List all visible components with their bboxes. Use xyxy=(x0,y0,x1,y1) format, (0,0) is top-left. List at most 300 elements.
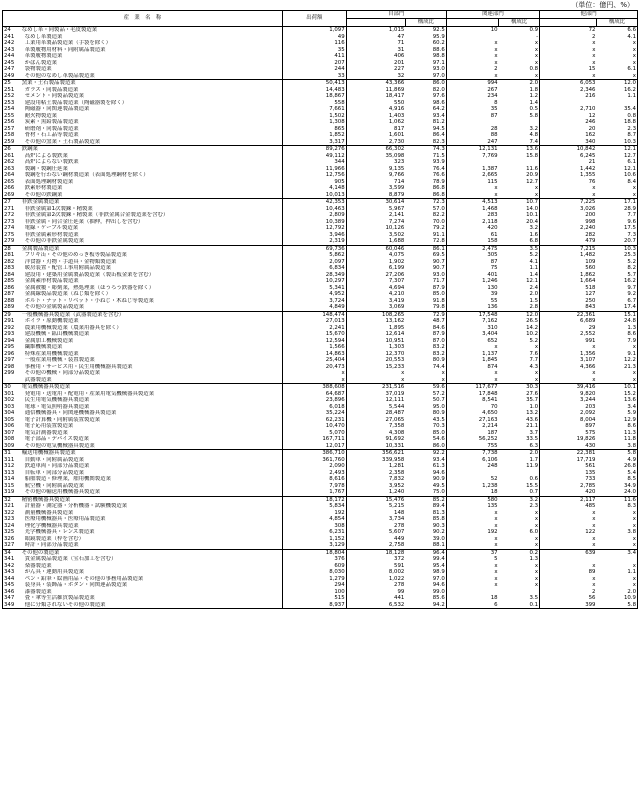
row-name: 特殊産業用機械製造業 xyxy=(21,351,283,358)
row-value: 74.3 xyxy=(405,146,446,153)
row-value: 9.2 xyxy=(596,291,637,298)
row-code: 284 xyxy=(3,272,21,279)
row-value: 14.2 xyxy=(499,325,540,332)
row-value: 2.0 xyxy=(499,80,540,87)
row-value: 148 xyxy=(394,509,405,516)
row-value: x xyxy=(401,370,405,376)
row-value: 80.9 xyxy=(405,410,446,417)
row-name: 骨材・石工品等製造業 xyxy=(21,132,283,139)
row-value: 356,621 xyxy=(346,450,405,457)
row-value: 8,541 xyxy=(482,397,498,403)
row-value: 1.1 xyxy=(596,569,637,576)
row-value: 130 xyxy=(487,284,498,291)
row-value: 9.1 xyxy=(596,351,637,358)
row-value: 18,867 xyxy=(282,93,346,100)
row-name: 建設用粘土製品製造業（陶磁器製を除く） xyxy=(21,100,283,107)
row-value: 115 xyxy=(487,178,498,185)
row-value: 20 xyxy=(588,125,596,132)
row-value: x xyxy=(596,185,637,192)
row-code: 294 xyxy=(3,338,21,345)
row-value: 2,493 xyxy=(282,470,346,477)
row-value: x xyxy=(592,582,596,588)
row-value: 100 xyxy=(282,589,346,596)
row-value: 3,734 xyxy=(388,516,405,522)
row-value: 12,370 xyxy=(385,350,405,357)
row-value: 78.9 xyxy=(405,179,446,186)
row-value: 1.6 xyxy=(499,232,540,239)
row-code: 241 xyxy=(3,34,21,41)
row-value: 158 xyxy=(487,238,498,244)
row-value: x xyxy=(596,582,637,589)
row-value: x xyxy=(499,569,540,576)
row-value: 323 xyxy=(394,159,405,165)
row-value: 449 xyxy=(394,535,405,542)
own-header: 自部門 xyxy=(346,11,446,19)
row-value: 92.5 xyxy=(405,27,446,34)
row-value: 1.7 xyxy=(499,457,540,464)
row-value: 85.6 xyxy=(405,595,446,602)
row-code: 304 xyxy=(3,410,21,417)
row-code: 311 xyxy=(3,457,21,464)
row-value: 11.6 xyxy=(499,166,540,173)
row-value: 1,279 xyxy=(282,576,346,583)
row-value: 86.0 xyxy=(405,443,446,450)
row-code: 295 xyxy=(3,344,21,351)
row-value: x xyxy=(592,522,596,529)
row-value: 15,476 xyxy=(346,496,405,503)
row-code: 252 xyxy=(3,93,21,100)
row-value: 79.2 xyxy=(405,225,446,232)
row-value: 69.5 xyxy=(405,252,446,259)
row-name: その他の金属製品製造業 xyxy=(21,304,283,311)
row-value: 4,650 xyxy=(482,410,498,416)
row-value: 1.2 xyxy=(499,93,540,100)
row-value: 1.1 xyxy=(596,93,637,100)
row-name: その他のなめし革製品製造業 xyxy=(21,73,283,80)
row-name: 事務用・サービス用・民生用機械器具製造業 xyxy=(21,364,283,371)
row-value: 8.4 xyxy=(596,179,637,186)
row-code: 297 xyxy=(3,357,21,364)
row-value: 13.6 xyxy=(596,397,637,404)
row-code: 288 xyxy=(3,298,21,305)
row-value: x xyxy=(596,73,637,80)
row-value: 89,276 xyxy=(282,146,346,153)
table-row xyxy=(3,311,638,318)
row-value: 135 xyxy=(585,469,596,476)
row-value: 95.0 xyxy=(405,404,446,411)
table-row xyxy=(3,450,638,457)
row-value: 7,738 xyxy=(446,450,498,457)
row-value: 1,601 xyxy=(388,132,405,138)
row-code: 263 xyxy=(3,166,21,173)
row-value: 75 xyxy=(490,265,498,271)
row-name: 時計・同部分品製造業 xyxy=(21,542,283,549)
row-value: 71.7 xyxy=(405,278,446,285)
row-value: 87 xyxy=(490,112,498,119)
row-code: 264 xyxy=(3,172,21,179)
row-name: 繊維機械製造業 xyxy=(21,344,283,351)
row-value: 43,366 xyxy=(346,80,405,87)
row-name: ペン・鉛筆・絵画用品・その他の事務用品製造業 xyxy=(21,576,283,583)
row-code: 308 xyxy=(3,436,21,443)
row-value: 97.1 xyxy=(405,60,446,67)
row-code: 314 xyxy=(3,476,21,483)
row-value: 12,131 xyxy=(446,146,498,153)
row-value: 86.1 xyxy=(405,245,446,252)
row-value: 30,614 xyxy=(346,199,405,206)
row-value: 5.8 xyxy=(596,450,637,457)
row-value: 7,274 xyxy=(388,218,405,225)
row-code: 324 xyxy=(3,523,21,530)
table-row xyxy=(3,80,638,87)
row-code: 296 xyxy=(3,351,21,358)
row-name: 表面処理鋼材製造業 xyxy=(21,179,283,186)
row-value: 20.7 xyxy=(596,238,637,245)
row-name: 電気計測器製造業 xyxy=(21,430,283,437)
row-value: 4.1 xyxy=(596,34,637,41)
row-value: x xyxy=(592,72,596,79)
row-value: 55 xyxy=(490,297,498,304)
row-value: 192 xyxy=(282,510,346,517)
own-share-header: 構成比 xyxy=(405,19,446,27)
row-value: 148,474 xyxy=(282,311,346,318)
table-row xyxy=(3,146,638,153)
row-value: 817 xyxy=(394,125,405,132)
row-value: 10.9 xyxy=(596,595,637,602)
row-value: 75.0 xyxy=(405,489,446,496)
row-name: 測量機械器具製造業 xyxy=(21,510,283,517)
row-value: 8.2 xyxy=(596,265,637,272)
row-value: 10 xyxy=(446,27,498,34)
table-row xyxy=(3,542,638,549)
row-value: 52 xyxy=(490,476,498,482)
row-value: 10,297 xyxy=(282,278,346,285)
row-value: 71.5 xyxy=(405,153,446,160)
row-value: x xyxy=(592,535,596,542)
row-value: 3.7 xyxy=(499,430,540,437)
row-value: 17,719 xyxy=(576,456,596,463)
row-value: 6,053 xyxy=(540,80,597,87)
row-value: 3,069 xyxy=(388,304,405,310)
row-value: 12.1 xyxy=(596,146,637,153)
row-name: 炭素・黒鉛製品製造業 xyxy=(21,119,283,126)
row-value: 7,832 xyxy=(388,476,405,482)
row-code: 289 xyxy=(3,304,21,311)
row-value: 49.5 xyxy=(405,483,446,490)
row-code: 242 xyxy=(3,40,21,47)
row-name: 陶磁器・同関連製品製造業 xyxy=(21,106,283,113)
row-value: 109 xyxy=(585,258,596,265)
row-value: x xyxy=(596,344,637,351)
row-value: 27,163 xyxy=(478,416,498,423)
row-value: 3.5 xyxy=(499,245,540,252)
row-value: 3,244 xyxy=(580,397,596,403)
row-value: 1,902 xyxy=(388,258,405,265)
row-code: 24 xyxy=(3,27,21,34)
row-value: 1,482 xyxy=(580,252,596,258)
row-value: 203 xyxy=(585,403,596,410)
table-row xyxy=(3,238,638,245)
row-code: 292 xyxy=(3,325,21,332)
row-value: 1,246 xyxy=(482,278,498,284)
row-value: 13.2 xyxy=(499,410,540,417)
row-value: 15.1 xyxy=(596,311,637,318)
row-value: 7.9 xyxy=(596,338,637,345)
row-value: 6,199 xyxy=(388,265,405,271)
row-value: 72 xyxy=(540,27,597,34)
row-code: 272 xyxy=(3,212,21,219)
row-code: 274 xyxy=(3,225,21,232)
row-value: 116 xyxy=(282,40,346,47)
row-name: 他に分類されないその他の製造業 xyxy=(21,602,283,609)
row-code: 312 xyxy=(3,463,21,470)
row-value: 2.3 xyxy=(596,126,637,133)
row-name: 非鉄金属製造業 xyxy=(21,199,283,206)
row-value: x xyxy=(282,377,346,384)
row-value: x xyxy=(499,73,540,80)
row-code: 262 xyxy=(3,159,21,166)
row-value: 1,502 xyxy=(282,113,346,120)
row-code: 323 xyxy=(3,516,21,523)
row-value: x xyxy=(494,185,498,191)
row-value: 2,475 xyxy=(446,245,498,252)
table-row xyxy=(3,496,638,503)
row-name: 耐火物製造業 xyxy=(21,113,283,120)
row-value: 19,826 xyxy=(576,436,596,442)
row-value: 1,238 xyxy=(482,482,498,489)
table-row xyxy=(3,27,638,34)
row-value: x xyxy=(499,47,540,54)
row-value: 2,241 xyxy=(282,325,346,332)
row-name: 製鋼を行わない鋼材製造業（表面処理鋼材を除く） xyxy=(21,172,283,179)
table-row xyxy=(3,139,638,146)
row-value: 88 xyxy=(490,132,498,138)
row-value: 12 xyxy=(588,112,596,119)
row-code: 265 xyxy=(3,179,21,186)
row-value: 94.5 xyxy=(405,126,446,133)
row-code: 281 xyxy=(3,252,21,259)
row-value: 231,516 xyxy=(346,384,405,391)
row-value: 2 xyxy=(592,33,596,40)
row-value: 1,137 xyxy=(482,350,498,357)
row-code: 291 xyxy=(3,318,21,325)
row-code: 349 xyxy=(3,602,21,609)
row-value: x xyxy=(494,370,498,376)
row-value: 3,946 xyxy=(282,232,346,239)
row-value: 5 xyxy=(494,556,498,562)
row-value: x xyxy=(592,509,596,516)
row-value: 99.4 xyxy=(405,556,446,563)
row-value: 87 xyxy=(490,258,498,265)
row-value: - xyxy=(499,34,540,41)
row-code: 258 xyxy=(3,132,21,139)
row-code: 345 xyxy=(3,582,21,589)
row-value: 0.7 xyxy=(499,489,540,496)
table-row xyxy=(3,443,638,450)
row-value: 17,548 xyxy=(446,311,498,318)
row-value: x xyxy=(494,376,498,383)
row-value: 3.8 xyxy=(596,443,637,450)
row-value: 7.4 xyxy=(499,139,540,146)
row-value: 72.9 xyxy=(405,311,446,318)
row-name: 研磨剤・同製品製造業 xyxy=(21,126,283,133)
row-value: 1.1 xyxy=(499,265,540,272)
row-code: 301 xyxy=(3,391,21,398)
row-name: 自転車・同部分品製造業 xyxy=(21,470,283,477)
row-code xyxy=(3,377,21,384)
row-value: 5,967 xyxy=(388,205,405,212)
row-value: 591 xyxy=(394,562,405,569)
row-name: ボルト・ナット・リベット・小ねじ・木ねじ等製造業 xyxy=(21,298,283,305)
row-name: 光学機械器具・レンズ製造業 xyxy=(21,529,283,536)
row-value: 88.1 xyxy=(405,542,446,549)
row-code: 251 xyxy=(3,87,21,94)
row-value: 3.5 xyxy=(499,595,540,602)
row-value: x xyxy=(499,40,540,47)
row-value: 27,013 xyxy=(282,318,346,325)
row-value: 9.6 xyxy=(596,219,637,226)
row-value: 0.8 xyxy=(596,113,637,120)
row-value: 12,594 xyxy=(282,338,346,345)
row-value: x xyxy=(499,563,540,570)
row-value: 15 xyxy=(588,66,596,72)
row-value: 246 xyxy=(585,119,596,125)
row-value: 96.4 xyxy=(405,549,446,556)
row-value: 6,689 xyxy=(580,318,596,324)
row-value: x xyxy=(494,582,498,588)
row-value: 34.9 xyxy=(596,483,637,490)
row-code: 344 xyxy=(3,576,21,583)
row-value: x xyxy=(494,46,498,53)
row-code: 271 xyxy=(3,206,21,213)
row-value: x xyxy=(499,516,540,523)
row-value: 20.4 xyxy=(499,219,540,226)
row-value: 11.9 xyxy=(499,463,540,470)
row-value: 0.8 xyxy=(499,66,540,73)
row-value: 430 xyxy=(585,442,596,449)
row-value: 15.5 xyxy=(499,483,540,490)
row-code: 298 xyxy=(3,364,21,371)
row-code: 31 xyxy=(3,450,21,457)
row-code: 325 xyxy=(3,529,21,536)
row-value: 441 xyxy=(394,595,405,601)
row-value: 515 xyxy=(282,595,346,602)
row-value: x xyxy=(592,59,596,66)
row-name: 金属素形材製品製造業 xyxy=(21,278,283,285)
row-value: 17,848 xyxy=(478,390,498,397)
row-value: 20,473 xyxy=(282,364,346,371)
row-value: 5,862 xyxy=(282,252,346,259)
row-value: x xyxy=(592,53,596,59)
row-name: 装身具・装飾品・ボタン・同関連品製造業 xyxy=(21,582,283,589)
row-value: 7,661 xyxy=(282,106,346,113)
row-value: 227 xyxy=(394,66,405,72)
row-code: 266 xyxy=(3,185,21,192)
row-value: 26.5 xyxy=(499,318,540,325)
row-value: 64,687 xyxy=(282,391,346,398)
row-value: x xyxy=(592,370,596,376)
row-code: 306 xyxy=(3,423,21,430)
row-name: 発電用・送電用・配電用・産業用電気機械器具製造業 xyxy=(21,391,283,398)
row-value: 609 xyxy=(282,563,346,570)
row-value: 234 xyxy=(487,93,498,99)
table-row xyxy=(3,602,638,609)
row-value: 4,694 xyxy=(388,284,405,291)
row-value: 8 xyxy=(494,99,498,106)
row-value: 56 xyxy=(588,595,596,601)
row-value: 310 xyxy=(487,324,498,331)
row-value: 1,240 xyxy=(388,489,405,495)
row-value: 244 xyxy=(282,66,346,73)
row-value: 248 xyxy=(487,463,498,469)
row-value: x xyxy=(494,191,498,198)
row-value: 22,381 xyxy=(540,450,597,457)
row-value: 15,670 xyxy=(282,331,346,338)
row-value: 60.2 xyxy=(405,40,446,47)
row-value: 2,319 xyxy=(282,238,346,245)
row-value: 1,152 xyxy=(282,536,346,543)
row-value: 2,117 xyxy=(540,496,597,503)
row-value: 4,366 xyxy=(580,363,596,370)
row-value: 11,869 xyxy=(385,86,405,93)
row-value: 27,206 xyxy=(385,271,405,278)
row-value: 23,896 xyxy=(282,397,346,404)
row-value: 18,172 xyxy=(282,496,346,503)
row-value: 71 xyxy=(397,40,405,46)
row-value: 5.2 xyxy=(596,259,637,266)
row-value: 18 xyxy=(490,489,498,495)
row-value: x xyxy=(596,516,637,523)
row-value: 18,128 xyxy=(346,549,405,556)
row-value: 10,013 xyxy=(282,192,346,199)
row-value: 7,162 xyxy=(482,318,498,324)
row-value: 5.7 xyxy=(596,272,637,279)
row-name: 鉄鋼業 xyxy=(21,146,283,153)
row-code: 327 xyxy=(3,542,21,549)
row-name: ボイラ・原動機製造業 xyxy=(21,318,283,325)
row-value: 0.5 xyxy=(499,106,540,113)
row-value: x xyxy=(494,522,498,529)
row-value: 5.2 xyxy=(499,252,540,259)
row-value: 127 xyxy=(585,291,596,297)
row-value: 82.3 xyxy=(405,139,446,146)
shipment-header: 出荷額 xyxy=(282,11,346,27)
row-value: 388,608 xyxy=(282,384,346,391)
row-value: x xyxy=(499,377,540,384)
row-value: 98.9 xyxy=(405,569,446,576)
row-value: 69,736 xyxy=(282,245,346,252)
row-value: 14,483 xyxy=(282,87,346,94)
row-name: 金属製品製造業 xyxy=(21,245,283,252)
row-name: 眼鏡製造業（枠を含む） xyxy=(21,536,283,543)
row-name: 電子応用装置製造業 xyxy=(21,423,283,430)
row-value: 2,758 xyxy=(388,542,405,548)
row-value: 2,214 xyxy=(482,423,498,429)
row-code: 286 xyxy=(3,285,21,292)
row-code: 299 xyxy=(3,370,21,377)
row-value: 70 xyxy=(490,403,498,410)
row-value: x xyxy=(499,344,540,351)
row-value: 994 xyxy=(446,80,498,87)
row-value: 43.5 xyxy=(405,417,446,424)
row-value: 843 xyxy=(585,304,596,310)
row-name: 民生用電気機械器具製造業 xyxy=(21,397,283,404)
row-value: 267 xyxy=(487,86,498,93)
row-value: 998 xyxy=(585,218,596,225)
row-value: 12.9 xyxy=(596,417,637,424)
row-value: 80.9 xyxy=(405,357,446,364)
row-value: x xyxy=(405,370,446,377)
